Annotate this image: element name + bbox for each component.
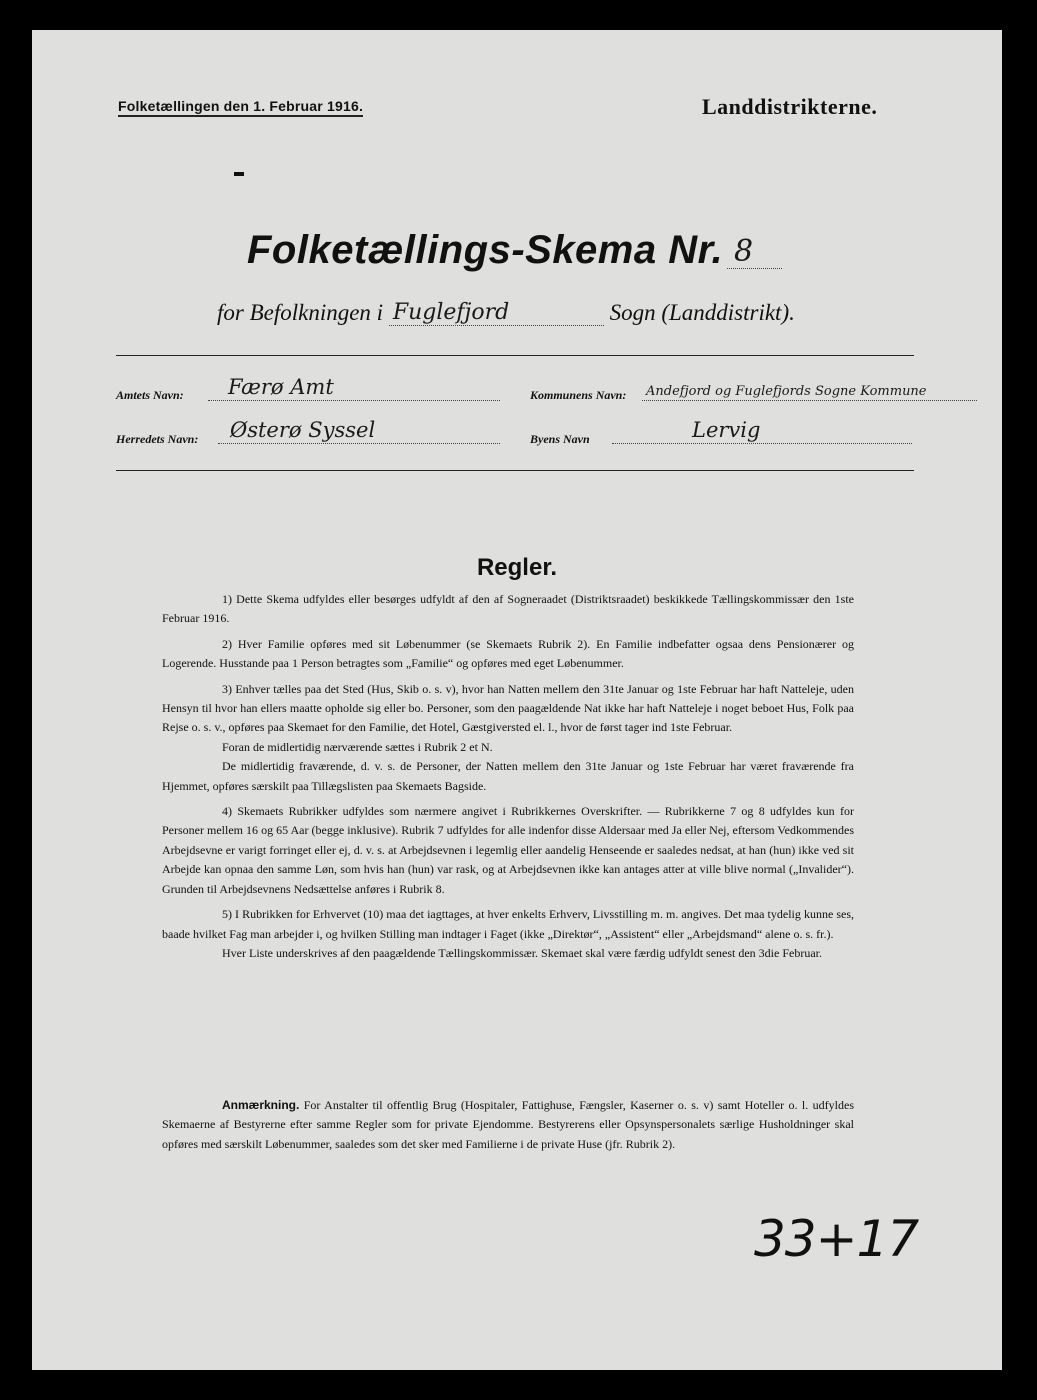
remark-label: Anmærkning. — [222, 1098, 300, 1112]
ink-mark — [234, 172, 244, 176]
parish-field — [389, 300, 604, 326]
rule-1: 1) Dette Skema udfyldes eller besørges udfyldt af den af Sogneraadet (Distriktsraadet) beskikkede Tællingskommissær den 1ste Februar 1916. — [162, 592, 854, 626]
form-number-handwritten: 8 — [734, 234, 754, 269]
rule-3-present: Foran de midlertidig nærværende sættes i Rubrik 2 et N. — [222, 739, 493, 754]
census-date-header: Folketællingen den 1. Februar 1916. — [118, 98, 363, 117]
amt-label: Amtets Navn: — [116, 388, 184, 402]
rules-body — [162, 590, 854, 969]
by-field — [612, 418, 912, 444]
form-title-text: Folketællings-Skema Nr. — [247, 228, 724, 272]
amt-value-handwritten: Færø Amt — [228, 375, 334, 399]
remark-section — [162, 1096, 854, 1154]
kommune-field — [642, 380, 977, 401]
kommune-value-handwritten: Andefjord og Fuglefjords Sogne Kommune — [646, 384, 927, 399]
rule-3-absent: De midlertidig fraværende, d. v. s. de Personer, der Natten mellem den 31te Januar og 1ste Februar har været fraværende fra Hjemmet, opføres særskilt paa Tillægslisten paa Skemaets Bagside. — [162, 759, 854, 793]
rules-heading: Regler. — [476, 554, 558, 581]
subtitle-suffix: Sogn (Landdistrikt). — [609, 300, 795, 325]
subtitle-prefix: for Befolkningen i — [217, 300, 384, 325]
form-subtitle — [217, 300, 795, 326]
herred-label: Herredets Navn: — [116, 432, 199, 446]
amt-field — [208, 375, 500, 401]
remark-text: For Anstalter til offentlig Brug (Hospitaler, Fattighuse, Fængsler, Kaserner o. s. v) samt Hoteller o. l. udfyldes Skemaerne af Bestyrerne efter samme Regler som for private Ejendomme. Bestyrerens eller Opsynspersonalets særlige Husholdninger skal opføres med særskilt Løbenummer, saaledes som det sker med Familierne i de private Huse (jfr. Rubrik 2). — [162, 1098, 854, 1151]
by-value-handwritten: Lervig — [692, 418, 761, 442]
herred-value-handwritten: Østerø Syssel — [230, 418, 376, 442]
rule-3: 3) Enhver tælles paa det Sted (Hus, Skib o. s. v), hvor han Natten mellem den 31te Januar og 1ste Februar har haft Natteleje, uden Hensyn til hvor han ellers maatte opholde sig eller bo. Personer, som den paagældende Nat ikke har haft Natteleje i noget beboet Hus, Folk paa Rejse o. s. v., opføres paa Skemaet for den Familie, det Hotel, Gæstgiversted el. l., hvor de først tager ind 1ste Februar. — [162, 681, 854, 735]
district-type-header: Landdistrikterne. — [702, 94, 878, 119]
parish-value-handwritten: Fuglefjord — [392, 300, 510, 325]
rule-2: 2) Hver Familie opføres med sit Løbenummer (se Skemaets Rubrik 2). En Familie indbefatter ogsaa dens Pensionærer og Logerende. Husstande paa 1 Person betragtes som „Familie“ og opføres med eget Løbenummer. — [162, 636, 854, 671]
by-label: Byens Navn — [530, 432, 590, 446]
top-divider — [116, 355, 914, 356]
bottom-divider — [116, 470, 914, 471]
form-title — [247, 228, 723, 273]
rule-4: 4) Skemaets Rubrikker udfyldes som nærmere angivet i Rubrikkernes Overskrifter. — Rubrikkerne 7 og 8 udfyldes kun for Personer mellem 16 og 65 Aar (begge inklusive). Rubrik 7 udfyldes for alle indenfor disse Aldersaar med Ja eller Nej, eftersom Vedkommendes Arbejdsevne er varigt forringet eller ej, d. v. s. at Arbejdsevnen i legemlig eller aandelig Henseende er saaledes nedsat, at han (hun) ikke ved sit Arbejde kan opnaa den samme Løn, som hvis han (hun) var rask, og at Arbejdsevnen ikke kan antages atter at ville blive normal („Invalider“). Grunden til Arbejdsevnens Nedsættelse anføres i Rubrik 8. — [162, 804, 854, 896]
herred-field — [218, 418, 500, 444]
archive-number-handwritten: 33+17 — [754, 1210, 919, 1268]
census-form-page — [32, 30, 1002, 1370]
kommune-label: Kommunens Navn: — [530, 388, 627, 402]
rule-6: Hver Liste underskrives af den paagældende Tællingskommissær. Skemaet skal være færdig udfyldt senest den 3die Februar. — [222, 945, 822, 960]
form-number-line — [727, 268, 782, 269]
rule-5: 5) I Rubrikken for Erhvervet (10) maa det iagttages, at hver enkelts Erhverv, Livsstilling m. m. angives. Det maa tydelig kunne ses, baade hvilket Fag man arbejder i, og hvilken Stilling man indtager i Faget (ikke „Direktør“, „Assistent“ eller „Arbejdsmand“ alene o. s. fr.). — [162, 907, 854, 941]
